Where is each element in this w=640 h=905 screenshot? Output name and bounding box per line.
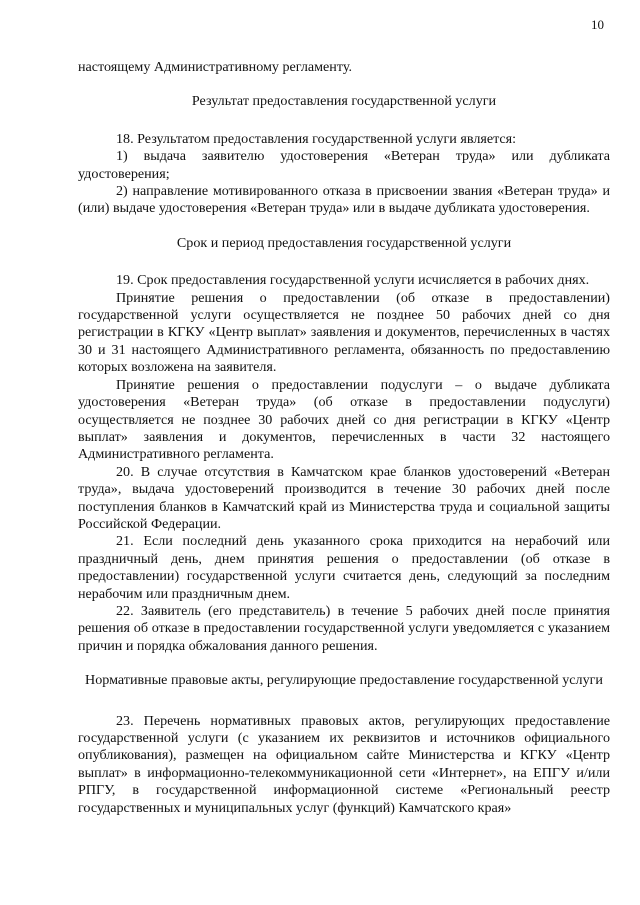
- paragraph-18-item-1: 1) выдача заявителю удостоверения «Ветеран труда» или дубликата удостоверения;: [78, 148, 610, 182]
- paragraph-18: 18. Результатом предоставления государственной услуги является:: [116, 130, 517, 147]
- page-number: 10: [591, 17, 604, 32]
- intro-fragment: настоящему Административному регламенту.: [78, 59, 352, 75]
- paragraph-19-decision: Принятие решения о предоставлении (об отказе в предоставлении) государственной услуги осуществляется не позднее 50 рабочих дней со дня регистрации в КГКУ «Центр выплат» заявления и документов, перечисленных в частях 30 и 31 настоящего Административного регламента, обязанность по предоставлению которых возложена на заявителя.: [78, 289, 610, 376]
- section-heading-result: Результат предоставления государственной услуги: [191, 93, 497, 110]
- paragraph-22: 22. Заявитель (его представитель) в течение 5 рабочих дней после принятия решения об отказе в предоставлении государственной услуги уведомляется с указанием причин и порядка обжалования данного решения.: [78, 602, 610, 654]
- paragraph-23: 23. Перечень нормативных правовых актов, регулирующих предоставление государственной услуги (с указанием их реквизитов и источников официального опубликования), размещен на официальном сайте Министерства и КГКУ «Центр выплат» в информационно-телекоммуникационной сети «Интернет», на ЕПГУ и/или РПГУ, в государственной информационной системе «Региональный реестр государственных и муниципальных услуг (функций) Камчатского края»: [78, 712, 610, 816]
- paragraph-19-duplicate: Принятие решения о предоставлении подуслуги – о выдаче дубликата удостоверения «Ветеран труда» (об отказе в предоставлении подуслуги) осуществляется не позднее 30 рабочих дней со дня регистрации в КГКУ «Центр выплат» заявления и документов, перечисленных в части 32 настоящего Административного регламента.: [78, 376, 610, 463]
- section-heading-legal-acts: Нормативные правовые акты, регулирующие предоставление государственной услуги: [85, 672, 603, 689]
- paragraph-19: 19. Срок предоставления государственной услуги исчисляется в рабочих днях.: [116, 272, 590, 289]
- document-body: [78, 59, 610, 817]
- section-heading-term: Срок и период предоставления государственной услуги: [176, 234, 512, 251]
- paragraph-18-item-2: 2) направление мотивированного отказа в присвоении звания «Ветеран труда» и (или) выдаче удостоверения «Ветеран труда» или в выдаче дубликата удостоверения.: [78, 183, 610, 217]
- paragraph-20: 20. В случае отсутствия в Камчатском крае бланков удостоверений «Ветеран труда», выдача удостоверений производится в течение 30 рабочих дней после поступления бланков в Камчатский край из Министерства труда и социальной защиты Российской Федерации.: [78, 463, 610, 532]
- paragraph-21: 21. Если последний день указанного срока приходится на нерабочий или праздничный день, днем принятия решения о предоставлении (об отказе в предоставлении) государственной услуги считается день, следующий за последним нерабочим или праздничным днем.: [78, 533, 610, 602]
